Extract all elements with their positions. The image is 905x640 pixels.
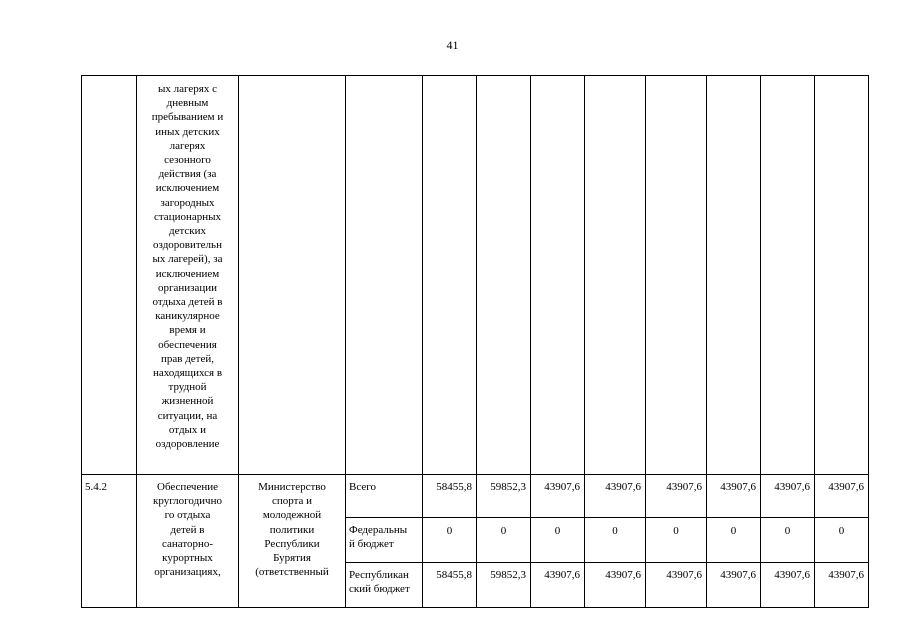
text-line: детских	[168, 225, 207, 238]
value-cell: 43907,6	[707, 475, 761, 518]
table-row-continuation	[82, 76, 869, 475]
source-lines	[349, 523, 422, 551]
value-cell: 43907,6	[531, 563, 585, 608]
value-cell: 0	[815, 518, 869, 563]
value-cell: 43907,6	[531, 475, 585, 518]
item-name-lines	[137, 480, 238, 579]
text-line: трудной	[168, 381, 207, 394]
text-line: лагерях	[169, 139, 206, 152]
source-label	[346, 518, 423, 563]
text-line: санаторно-	[161, 537, 214, 550]
text-line: пребыванием и	[151, 111, 224, 124]
value-cell: 43907,6	[707, 563, 761, 608]
text-line: иных детских	[155, 125, 220, 138]
cell-empty	[815, 76, 869, 475]
cell-empty	[761, 76, 815, 475]
text-line: спорта и	[271, 495, 313, 508]
text-line: го отдыха	[164, 509, 211, 522]
cell-empty	[646, 76, 707, 475]
item-executor	[239, 475, 346, 608]
text-line: исключением	[155, 182, 220, 195]
value-cell: 43907,6	[585, 563, 646, 608]
value-cell: 0	[761, 518, 815, 563]
cell-executor-empty	[239, 76, 346, 475]
cell-number-empty	[82, 76, 137, 475]
text-line: жизненной	[161, 395, 214, 408]
text-line: оздоровление	[155, 438, 220, 451]
text-line: отдыха детей в	[152, 296, 223, 309]
source-label	[346, 475, 423, 518]
text-line: прав детей,	[160, 352, 215, 365]
value-cell: 58455,8	[423, 563, 477, 608]
value-cell: 43907,6	[761, 563, 815, 608]
text-line: молодежной	[262, 509, 322, 522]
cell-empty	[423, 76, 477, 475]
value-cell: 43907,6	[646, 475, 707, 518]
text-line: исключением	[155, 267, 220, 280]
text-line: (ответственный	[255, 566, 329, 579]
item-executor-lines	[239, 480, 345, 579]
item-number: 5.4.2	[82, 475, 137, 608]
value-cell: 0	[707, 518, 761, 563]
text-line: ых лагерей), за	[152, 253, 223, 266]
continuation-text	[137, 82, 238, 451]
value-cell: 58455,8	[423, 475, 477, 518]
cell-empty	[477, 76, 531, 475]
text-line: стационарных	[153, 210, 222, 223]
text-line: Республики	[264, 537, 320, 550]
item-name	[137, 475, 239, 608]
text-line: Министерство	[258, 481, 326, 493]
text-line: действия (за	[158, 168, 217, 181]
value-cell: 43907,6	[585, 475, 646, 518]
text-line: политики	[269, 523, 315, 536]
text-line: время и	[169, 324, 206, 337]
value-cell: 0	[646, 518, 707, 563]
value-cell: 0	[531, 518, 585, 563]
value-cell: 0	[585, 518, 646, 563]
value-cell: 0	[423, 518, 477, 563]
text-line: обеспечения	[158, 338, 217, 351]
cell-empty	[531, 76, 585, 475]
table-row-total	[82, 475, 869, 518]
text-line: курортных	[162, 552, 213, 565]
text-line: детей в	[170, 523, 205, 536]
text-line: Обеспечение	[157, 481, 218, 493]
value-cell: 59852,3	[477, 475, 531, 518]
text-line: Бурятия	[273, 552, 311, 565]
text-line: оздоровительн	[153, 239, 222, 252]
text-line: сезонного	[164, 154, 211, 167]
text-line: Федеральны	[349, 524, 408, 536]
value-cell: 43907,6	[761, 475, 815, 518]
cell-empty	[585, 76, 646, 475]
text-line: загородных	[160, 196, 215, 209]
cell-empty	[707, 76, 761, 475]
continuation-cell	[137, 76, 239, 475]
cell-source-empty	[346, 76, 423, 475]
value-cell: 0	[477, 518, 531, 563]
source-lines	[349, 480, 422, 494]
value-cell: 43907,6	[815, 475, 869, 518]
text-line: круглогодично	[153, 495, 222, 508]
text-line: ский бюджет	[349, 583, 410, 596]
budget-table	[81, 75, 869, 608]
page-number: 41	[446, 38, 459, 52]
text-line: ых лагерях с	[158, 83, 217, 95]
value-cell: 59852,3	[477, 563, 531, 608]
text-line: й бюджет	[349, 538, 394, 551]
text-line: организации	[157, 281, 218, 294]
text-line: Республикан	[349, 569, 409, 581]
value-cell: 43907,6	[646, 563, 707, 608]
text-line: отдых и	[168, 423, 207, 436]
text-line: каникулярное	[155, 310, 220, 323]
text-line: организациях,	[154, 566, 221, 579]
text-line: Всего	[349, 481, 376, 493]
source-label	[346, 563, 423, 608]
value-cell: 43907,6	[815, 563, 869, 608]
text-line: ситуации, на	[157, 409, 218, 422]
text-line: находящихся в	[152, 367, 223, 380]
source-lines	[349, 568, 422, 596]
text-line: дневным	[166, 97, 209, 110]
